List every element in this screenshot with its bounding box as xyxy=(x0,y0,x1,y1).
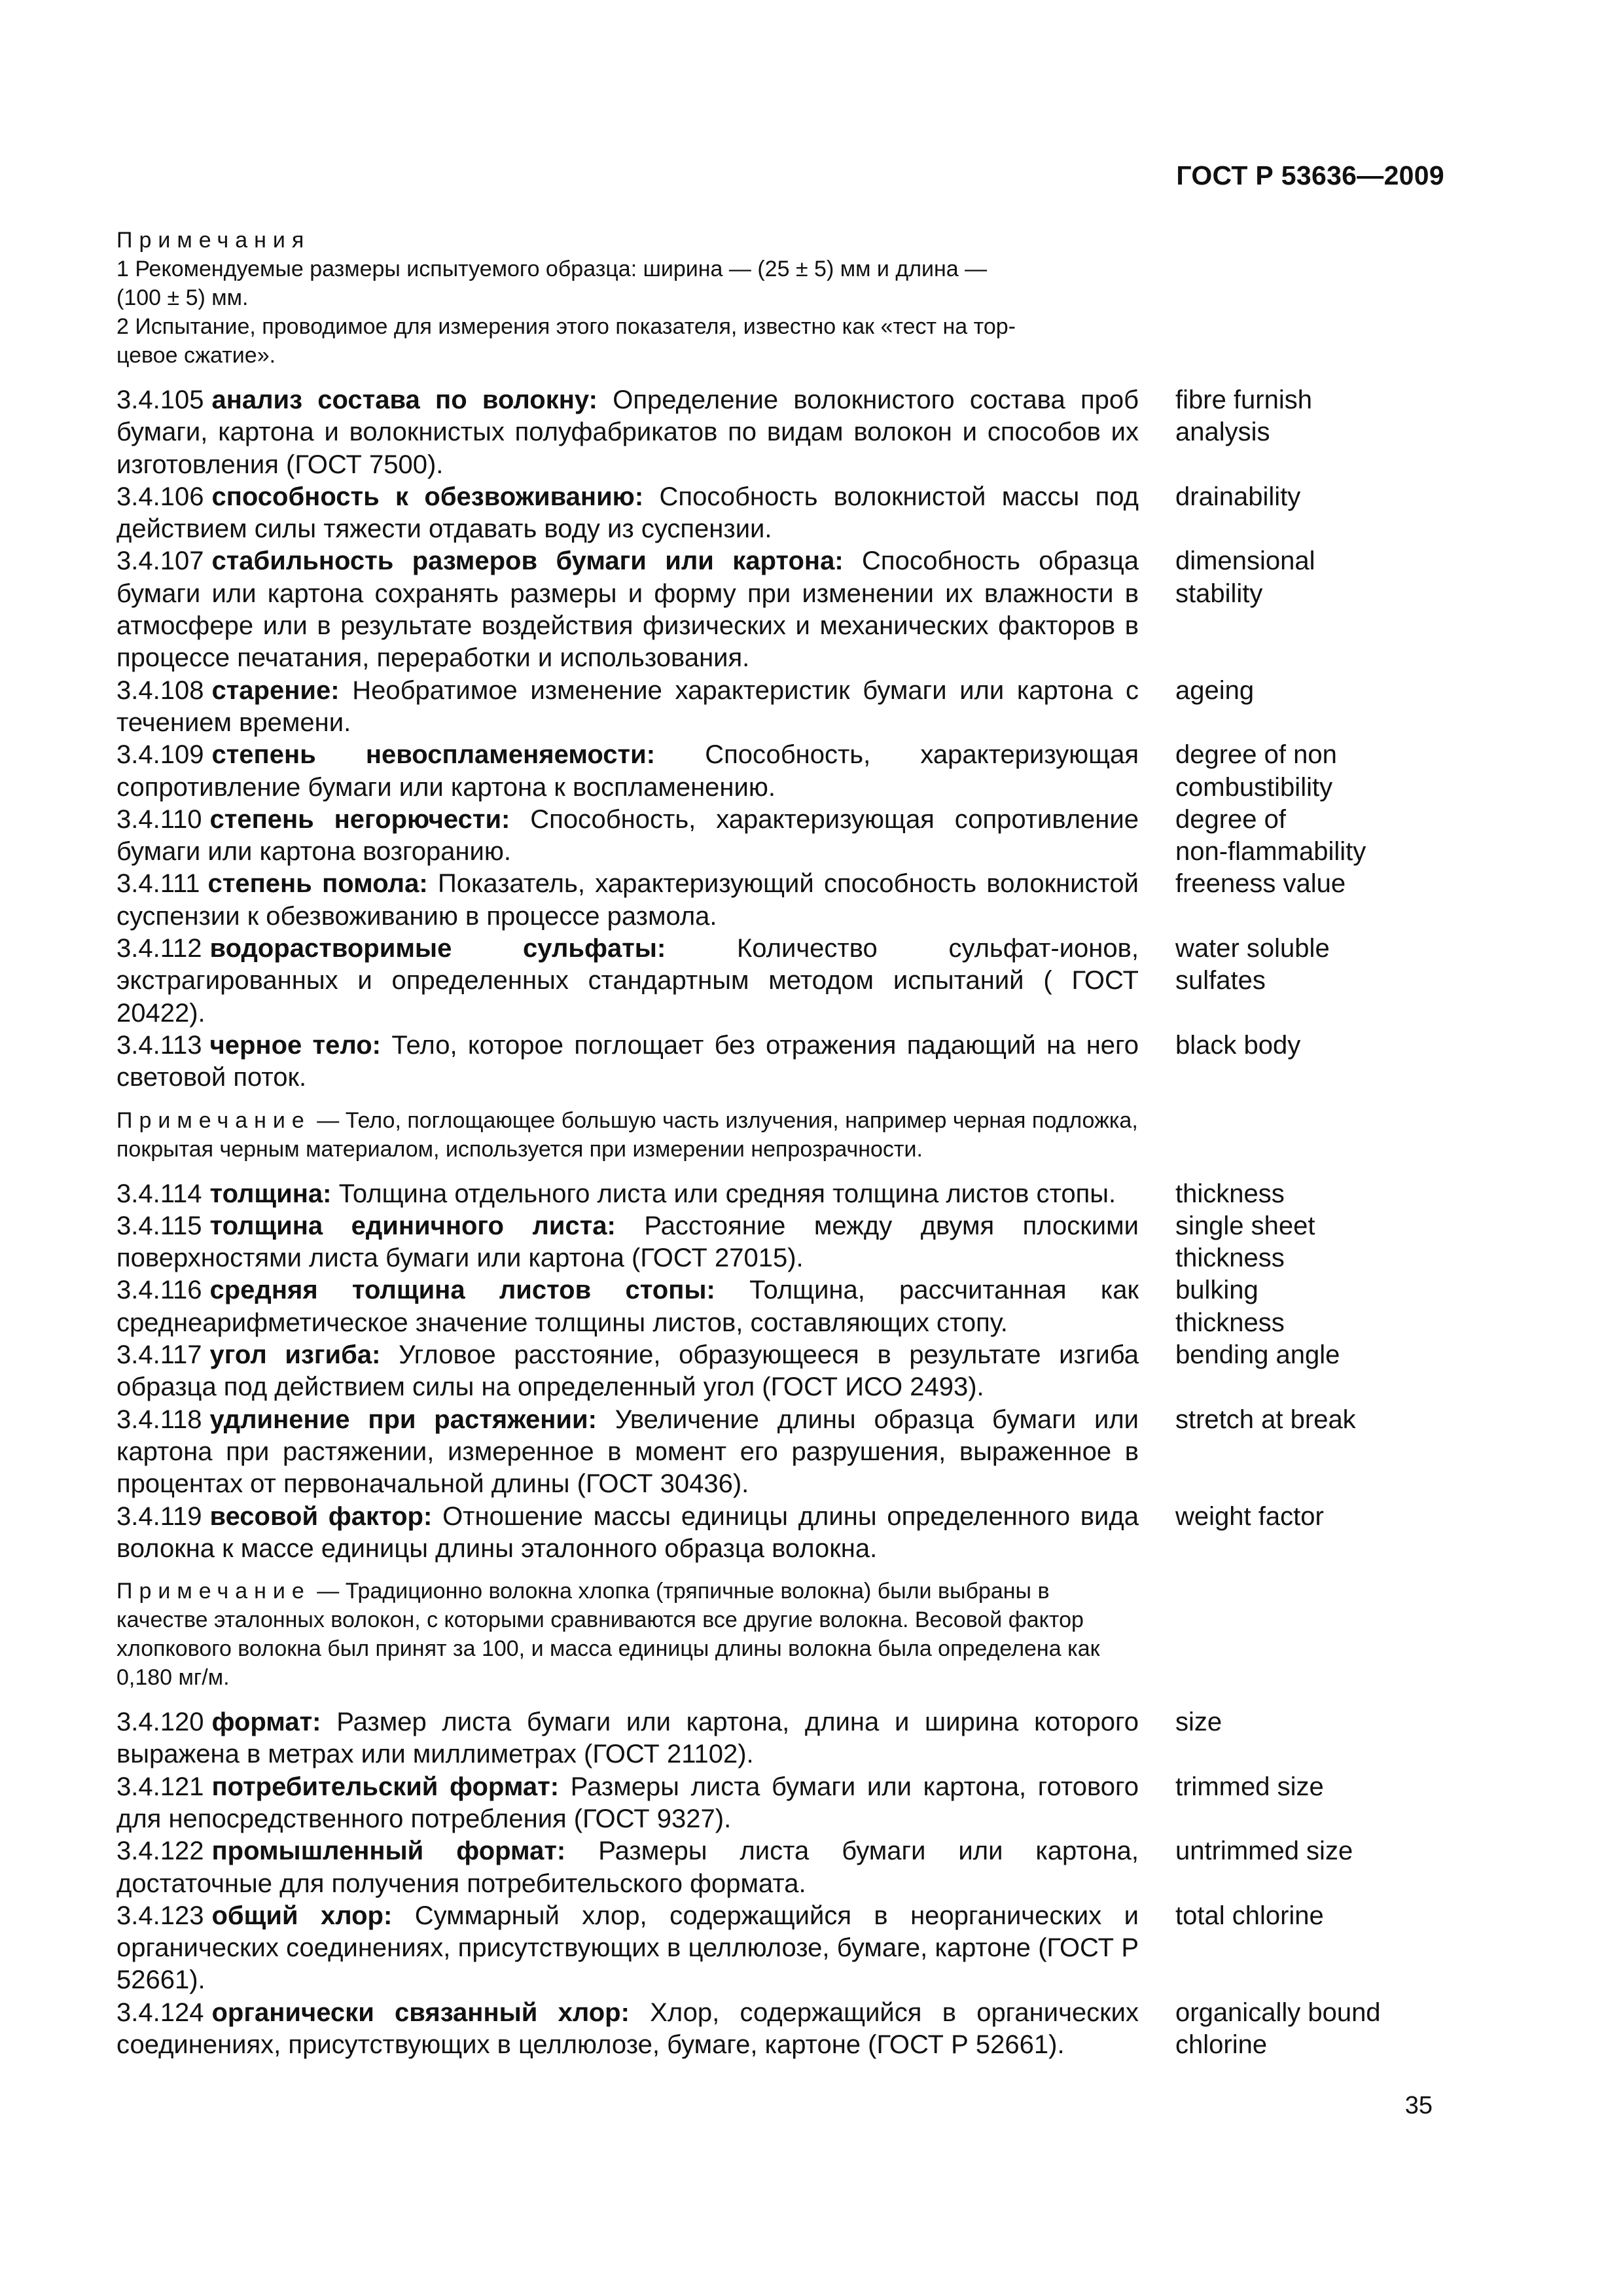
term-definition xyxy=(116,545,1139,674)
term-english: bulking thickness xyxy=(1175,1276,1285,1337)
term-entry xyxy=(116,868,1491,933)
term-english: total chlorine xyxy=(1175,1901,1324,1930)
notes-top-line: 2 Испытание, проводимое для измерения этого показателя, известно как «тест на тор- xyxy=(116,314,1016,339)
term-name: толщина: xyxy=(209,1179,332,1208)
notes-top-heading: Примечания xyxy=(116,228,311,253)
term-def-text: Необратимое изменение характеристик бумаги или картона с течением времени. xyxy=(116,675,1139,737)
term-english: water soluble sulfates xyxy=(1175,934,1330,996)
term-def-text: Определение волокнистого состава проб бумаги, картона и волокнистых полуфабрикатов по видам волокон и способов их изготовления (ГОСТ 7500). xyxy=(116,386,1139,479)
term-entry xyxy=(116,384,1491,481)
term-definition xyxy=(116,1900,1139,1997)
term-entry xyxy=(116,1501,1491,1566)
term-entry xyxy=(116,1771,1491,1836)
term-number: 3.4.108 xyxy=(116,675,204,705)
term-number: 3.4.105 xyxy=(116,386,204,414)
term-def-text: Способность, характеризующая сопротивление бумаги или картона возгоранию. xyxy=(116,804,1139,867)
term-number: 3.4.121 xyxy=(116,1772,204,1801)
term-number: 3.4.118 xyxy=(116,1405,202,1434)
term-def-text: Угловое расстояние, образующееся в результате изгиба образца под действием силы на определенный угол (ГОСТ ИСО 2493). xyxy=(116,1340,1139,1402)
notes-top xyxy=(116,226,1139,370)
term-name: степень невоспламеняемости: xyxy=(211,740,656,770)
term-entry xyxy=(116,804,1491,869)
term-def-text: Размер листа бумаги или картона, длина и ширина которого выражена в метрах или миллиметрах (ГОСТ 21102). xyxy=(116,1708,1139,1769)
term-definition xyxy=(116,1274,1139,1339)
term-name: формат: xyxy=(211,1708,321,1737)
term-def-text: Хлор, содержащийся в органических соединениях, присутствующих в целлюлозе, бумаге, картоне (ГОСТ Р 52661). xyxy=(116,1998,1139,2060)
term-english: drainability xyxy=(1175,482,1301,511)
term-english: fibre furnish analysis xyxy=(1175,386,1312,447)
term-definition xyxy=(116,1706,1139,1771)
term-english: weight factor xyxy=(1175,1501,1324,1531)
term-number: 3.4.119 xyxy=(116,1501,202,1531)
term-entry xyxy=(116,1178,1491,1210)
term-definition xyxy=(116,384,1139,481)
term-number: 3.4.107 xyxy=(116,547,204,576)
term-name: угол изгиба: xyxy=(209,1340,381,1370)
term-def-text: Количество сульфат-ионов, экстрагированных и определенных стандартным методом испытаний ( ГОСТ 20422). xyxy=(116,934,1139,1028)
terms-group-a xyxy=(116,384,1491,1094)
term-definition xyxy=(116,675,1139,740)
note-black-body xyxy=(116,1106,1139,1164)
term-definition xyxy=(116,1030,1139,1094)
term-entry xyxy=(116,1835,1491,1900)
term-english: size xyxy=(1175,1708,1222,1737)
term-def-text: Размеры листа бумаги или картона, достаточные для получения потребительского формата. xyxy=(116,1837,1139,1898)
term-name: способность к обезвоживанию: xyxy=(211,482,644,511)
term-name: черное тело: xyxy=(209,1030,382,1060)
term-name: стабильность размеров бумаги или картона: xyxy=(211,547,844,576)
term-number: 3.4.115 xyxy=(116,1211,202,1240)
term-definition xyxy=(116,481,1139,546)
term-def-text: Тело, которое поглощает без отражения падающий на него световой поток. xyxy=(116,1030,1139,1092)
document-body xyxy=(116,226,1491,2061)
term-definition xyxy=(116,1404,1139,1501)
term-number: 3.4.122 xyxy=(116,1837,204,1866)
term-def-text: Способность, характеризующая сопротивление бумаги или картона к воспламенению. xyxy=(116,740,1139,802)
term-def-text: Толщина, рассчитанная как среднеарифметическое значение толщины листов, составляющих стопу. xyxy=(116,1276,1139,1337)
term-definition xyxy=(116,1210,1139,1275)
term-number: 3.4.112 xyxy=(116,934,202,963)
term-name: водорастворимые сульфаты: xyxy=(209,934,666,963)
note-label: Примечание xyxy=(116,1579,311,1604)
term-english: trimmed size xyxy=(1175,1772,1324,1801)
term-entry xyxy=(116,1339,1491,1404)
term-definition xyxy=(116,1339,1139,1404)
term-entry xyxy=(116,675,1491,740)
term-entry xyxy=(116,1997,1491,2062)
terms-group-b xyxy=(116,1178,1491,1566)
term-number: 3.4.114 xyxy=(116,1179,202,1208)
term-entry xyxy=(116,1900,1491,1997)
term-number: 3.4.110 xyxy=(116,804,202,834)
term-number: 3.4.123 xyxy=(116,1901,204,1930)
term-number: 3.4.113 xyxy=(116,1030,202,1060)
term-entry xyxy=(116,545,1491,674)
notes-top-line: (100 ± 5) мм. xyxy=(116,285,249,310)
term-english: black body xyxy=(1175,1030,1301,1060)
term-name: старение: xyxy=(211,675,340,705)
term-entry xyxy=(116,1210,1491,1275)
term-entry xyxy=(116,933,1491,1030)
term-definition xyxy=(116,739,1139,804)
term-def-text: Показатель, характеризующий способность волокнистой суспензии к обезвоживанию в процессе размола. xyxy=(116,869,1139,931)
term-definition xyxy=(116,1771,1139,1836)
term-definition xyxy=(116,804,1139,869)
term-english: single sheet thickness xyxy=(1175,1211,1315,1273)
term-entry xyxy=(116,1274,1491,1339)
term-number: 3.4.116 xyxy=(116,1276,202,1305)
term-def-text: Отношение массы единицы длины определенного вида волокна к массе единицы длины эталонного образца волокна. xyxy=(116,1501,1139,1563)
term-def-text: Толщина отдельного листа или средняя толщина листов стопы. xyxy=(338,1179,1116,1208)
term-name: анализ состава по волокну: xyxy=(211,386,597,414)
term-name: удлинение при растяжении: xyxy=(209,1405,597,1434)
term-definition xyxy=(116,868,1139,933)
note-weight-factor xyxy=(116,1577,1139,1692)
term-name: органически связанный хлор: xyxy=(211,1998,630,2027)
term-def-text: Увеличение длины образца бумаги или картона при растяжении, измеренное в момент его разрушения, выраженное в процентах от первоначальной длины (ГОСТ 30436). xyxy=(116,1405,1139,1499)
term-definition xyxy=(116,1501,1139,1566)
term-english: freeness value xyxy=(1175,869,1346,899)
term-def-text: Расстояние между двумя плоскими поверхностями листа бумаги или картона (ГОСТ 27015). xyxy=(116,1211,1139,1273)
term-number: 3.4.109 xyxy=(116,740,204,770)
term-name: степень негорючести: xyxy=(209,804,510,834)
note-text: — Традиционно волокна хлопка (тряпичные волокна) были выбраны в качестве эталонных волокон, с которыми сравниваются все другие волокна. Весовой фактор хлопкового волокна был принят за 100, и масса единицы длины волокна была определена как 0,180 мг/м. xyxy=(116,1579,1100,1691)
term-name: общий хлор: xyxy=(211,1901,393,1930)
term-def-text: Способность волокнистой массы под действием силы тяжести отдавать воду из суспензии. xyxy=(116,482,1139,544)
term-def-text: Суммарный хлор, содержащийся в неорганических и органических соединениях, присутствующих в целлюлозе, бумаге, картоне (ГОСТ Р 52661). xyxy=(116,1901,1139,1995)
term-name: степень помола: xyxy=(207,869,428,899)
term-entry xyxy=(116,1706,1491,1771)
term-number: 3.4.124 xyxy=(116,1998,204,2027)
term-definition xyxy=(116,1835,1139,1900)
term-name: средняя толщина листов стопы: xyxy=(209,1276,715,1305)
term-number: 3.4.117 xyxy=(116,1340,202,1370)
term-name: весовой фактор: xyxy=(209,1501,433,1531)
term-def-text: Размеры листа бумаги или картона, готового для непосредственного потребления (ГОСТ 9327). xyxy=(116,1772,1139,1833)
term-english: untrimmed size xyxy=(1175,1837,1353,1866)
term-number: 3.4.106 xyxy=(116,482,204,511)
term-english: degree of non-flammability xyxy=(1175,804,1366,867)
term-definition xyxy=(116,933,1139,1030)
term-name: толщина единичного листа: xyxy=(209,1211,616,1240)
term-entry xyxy=(116,481,1491,546)
term-english: bending angle xyxy=(1175,1340,1340,1370)
notes-top-line: 1 Рекомендуемые размеры испытуемого образца: ширина — (25 ± 5) мм и длина — xyxy=(116,257,988,281)
term-english: degree of non combustibility xyxy=(1175,740,1337,802)
term-number: 3.4.120 xyxy=(116,1708,204,1737)
terms-group-c xyxy=(116,1706,1491,2061)
term-english: ageing xyxy=(1175,675,1255,705)
page-number: 35 xyxy=(1404,2092,1433,2119)
term-name: промышленный формат: xyxy=(211,1837,566,1866)
term-entry xyxy=(116,1404,1491,1501)
term-definition xyxy=(116,1997,1139,2062)
term-number: 3.4.111 xyxy=(116,869,200,899)
term-entry xyxy=(116,1030,1491,1094)
term-english: dimensional stability xyxy=(1175,547,1315,608)
term-english: stretch at break xyxy=(1175,1405,1356,1434)
notes-top-line: цевое сжатие». xyxy=(116,343,276,368)
note-text: — Тело, поглощающее большую часть излучения, например черная подложка, покрытая черным материалом, используется при измерении непрозрачности. xyxy=(116,1107,1138,1162)
note-label: Примечание xyxy=(116,1107,311,1133)
document-code: ГОСТ Р 53636—2009 xyxy=(1176,160,1444,190)
term-english: organically bound chlorine xyxy=(1175,1998,1381,2060)
term-name: потребительский формат: xyxy=(211,1772,560,1801)
term-english: thickness xyxy=(1175,1179,1285,1208)
term-definition xyxy=(116,1178,1139,1210)
term-entry xyxy=(116,739,1491,804)
term-def-text: Способность образца бумаги или картона сохранять размеры и форму при изменении их влажности в атмосфере или в результате воздействия физических и механических факторов в процессе печатания, переработки и использования. xyxy=(116,547,1139,673)
